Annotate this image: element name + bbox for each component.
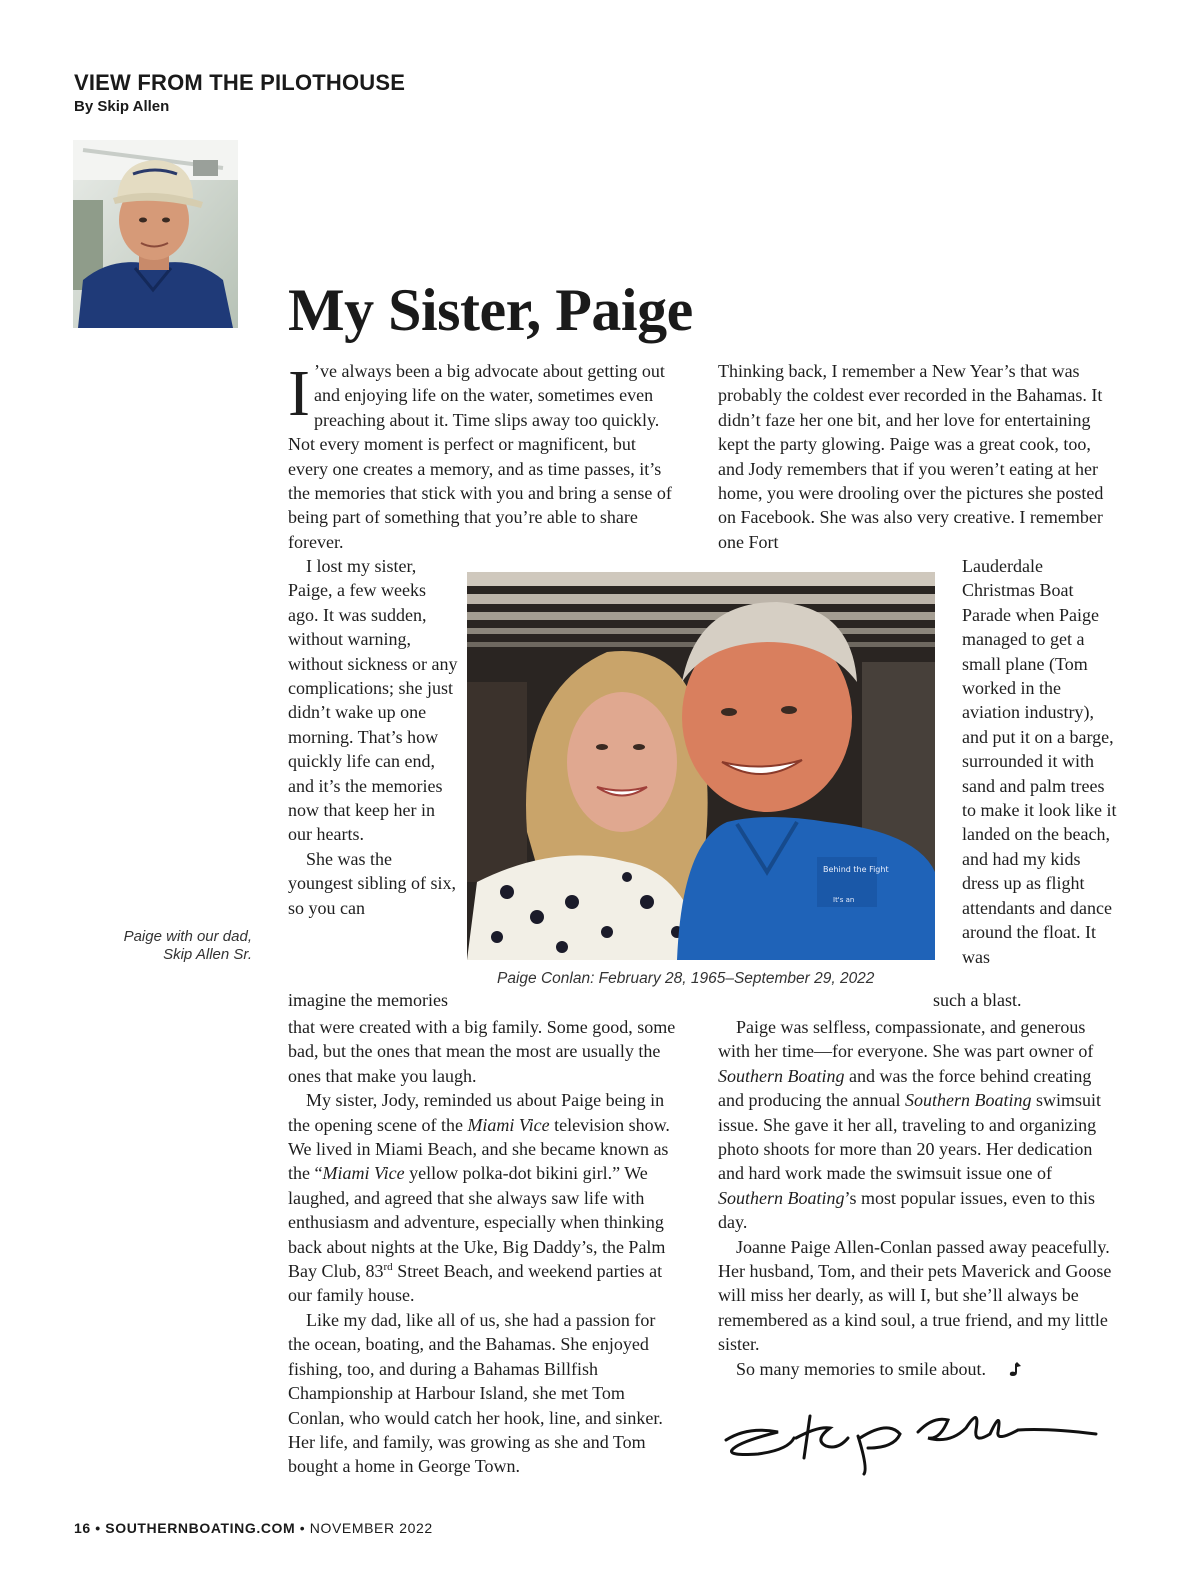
paragraph-text: ’ve always been a big advocate about getting out and enjoying life on the water, sometimes even preaching about it. Time slips away too quickly. Not every moment is perfect or magnificent, but every one creates a memory, and as time passes, it’s the memories that stick with you and bring a sense of being part of something that you’re able to share forever. <box>288 361 672 552</box>
page-footer: 16 • SOUTHERNBOATING.COM • NOVEMBER 2022 <box>74 1520 433 1536</box>
side-caption-line: Paige with our dad, <box>123 928 252 945</box>
side-caption <box>60 928 252 964</box>
paragraph-continuation: such a blast. <box>933 990 1022 1010</box>
article-column-right-narrow <box>962 554 1117 969</box>
article-paragraph: Paige was selfless, compassionate, and generous with her time—for everyone. She was part owner of Southern Boating and was the force behind creating and producing the annual Southern Boating swimsuit issue. She gave it her all, traveling to and organizing photo shoots for more than 20 years. Her dedication and hard work made the swimsuit issue one of Southern Boating’s most popular issues, even to this day. <box>718 1017 1101 1233</box>
article-title: My Sister, Paige <box>288 277 693 343</box>
article-paragraph: Lauderdale Christmas Boat Parade when Paige managed to get a small plane (Tom worked in the aviation industry), and put it on a barge, surrounded it with sand and palm trees to make it look like it landed on the beach, and had my kids dress up as flight attendants and dance around the float. It was <box>962 556 1117 967</box>
article-column-right-top <box>718 359 1113 554</box>
footer-site: SOUTHERNBOATING.COM <box>105 1520 296 1536</box>
author-photo <box>73 140 238 328</box>
article-paragraph: My sister, Jody, reminded us about Paige being in the opening scene of the Miami Vice television show. We lived in Miami Beach, and she became known as the “Miami Vice yellow polka-dot bikini girl.” We laughed, and agreed that she always saw life with enthusiasm and adventure, especially when thinking back about nights at the Uke, Big Daddy’s, the Palm Bay Club, 83rd Street Beach, and weekend parties at our family house. <box>288 1090 670 1306</box>
article-column-left-narrow <box>288 554 458 920</box>
svg-text:It's an: It's an <box>833 896 855 904</box>
article-paragraph: that were created with a big family. Some good, some bad, but the ones that mean the most are usually the ones that make you laugh. <box>288 1017 676 1086</box>
paragraph-continuation: imagine the memories <box>288 990 448 1010</box>
section-label: VIEW FROM THE PILOTHOUSE <box>74 70 406 95</box>
article-paragraph <box>288 359 680 554</box>
article-paragraph: So many memories to smile about. <box>718 1357 1113 1381</box>
article-paragraph: She was the youngest sibling of six, so you can <box>288 848 457 918</box>
page-number: 16 <box>74 1520 91 1536</box>
article-column-right-bottom <box>718 1015 1113 1381</box>
article-column-left-bottom <box>288 1015 680 1479</box>
article-paragraph: Joanne Paige Allen-Conlan passed away peacefully. Her husband, Tom, and their pets Maverick and Goose will miss her dearly, as will I, but she’ll always be remembered as a kind soul, a true friend, and my little sister. <box>718 1236 1112 1355</box>
article-paragraph: Like my dad, like all of us, she had a passion for the ocean, boating, and the Bahamas. She enjoyed fishing, too, and during a Bahamas Billfish Championship at Harbour Island, she met Tom Conlan, who would catch her hook, line, and sinker. Her life, and family, was growing as she and Tom bought a home in George Town. <box>288 1309 663 1477</box>
drop-cap: I <box>288 357 310 430</box>
article-paragraph: I lost my sister, Paige, a few weeks ago. It was sudden, without warning, without sickness or any complications; she just didn’t wake up one morning. That’s how quickly life can end, and it’s the memories now that keep her in our hearts. <box>288 556 458 845</box>
side-caption-line: Skip Allen Sr. <box>163 946 252 963</box>
article-column-left-top <box>288 359 680 554</box>
author-signature <box>718 1398 1108 1478</box>
svg-text:Behind the Fight: Behind the Fight <box>823 865 889 874</box>
article-paragraph: Thinking back, I remember a New Year’s that was probably the coldest ever recorded in the Bahamas. It didn’t faze her one bit, and her love for entertaining kept the party glowing. Paige was a great cook, too, and Jody remembers that if you weren’t eating at her home, you were drooling over the pictures she posted on Facebook. She was also very creative. I remember one Fort <box>718 361 1104 552</box>
photo-caption: Paige Conlan: February 28, 1965–September 29, 2022 <box>497 970 875 987</box>
footer-issue: NOVEMBER 2022 <box>309 1520 433 1536</box>
end-mark-icon <box>990 1359 1004 1375</box>
byline: By Skip Allen <box>74 98 170 115</box>
main-photo <box>467 572 935 960</box>
